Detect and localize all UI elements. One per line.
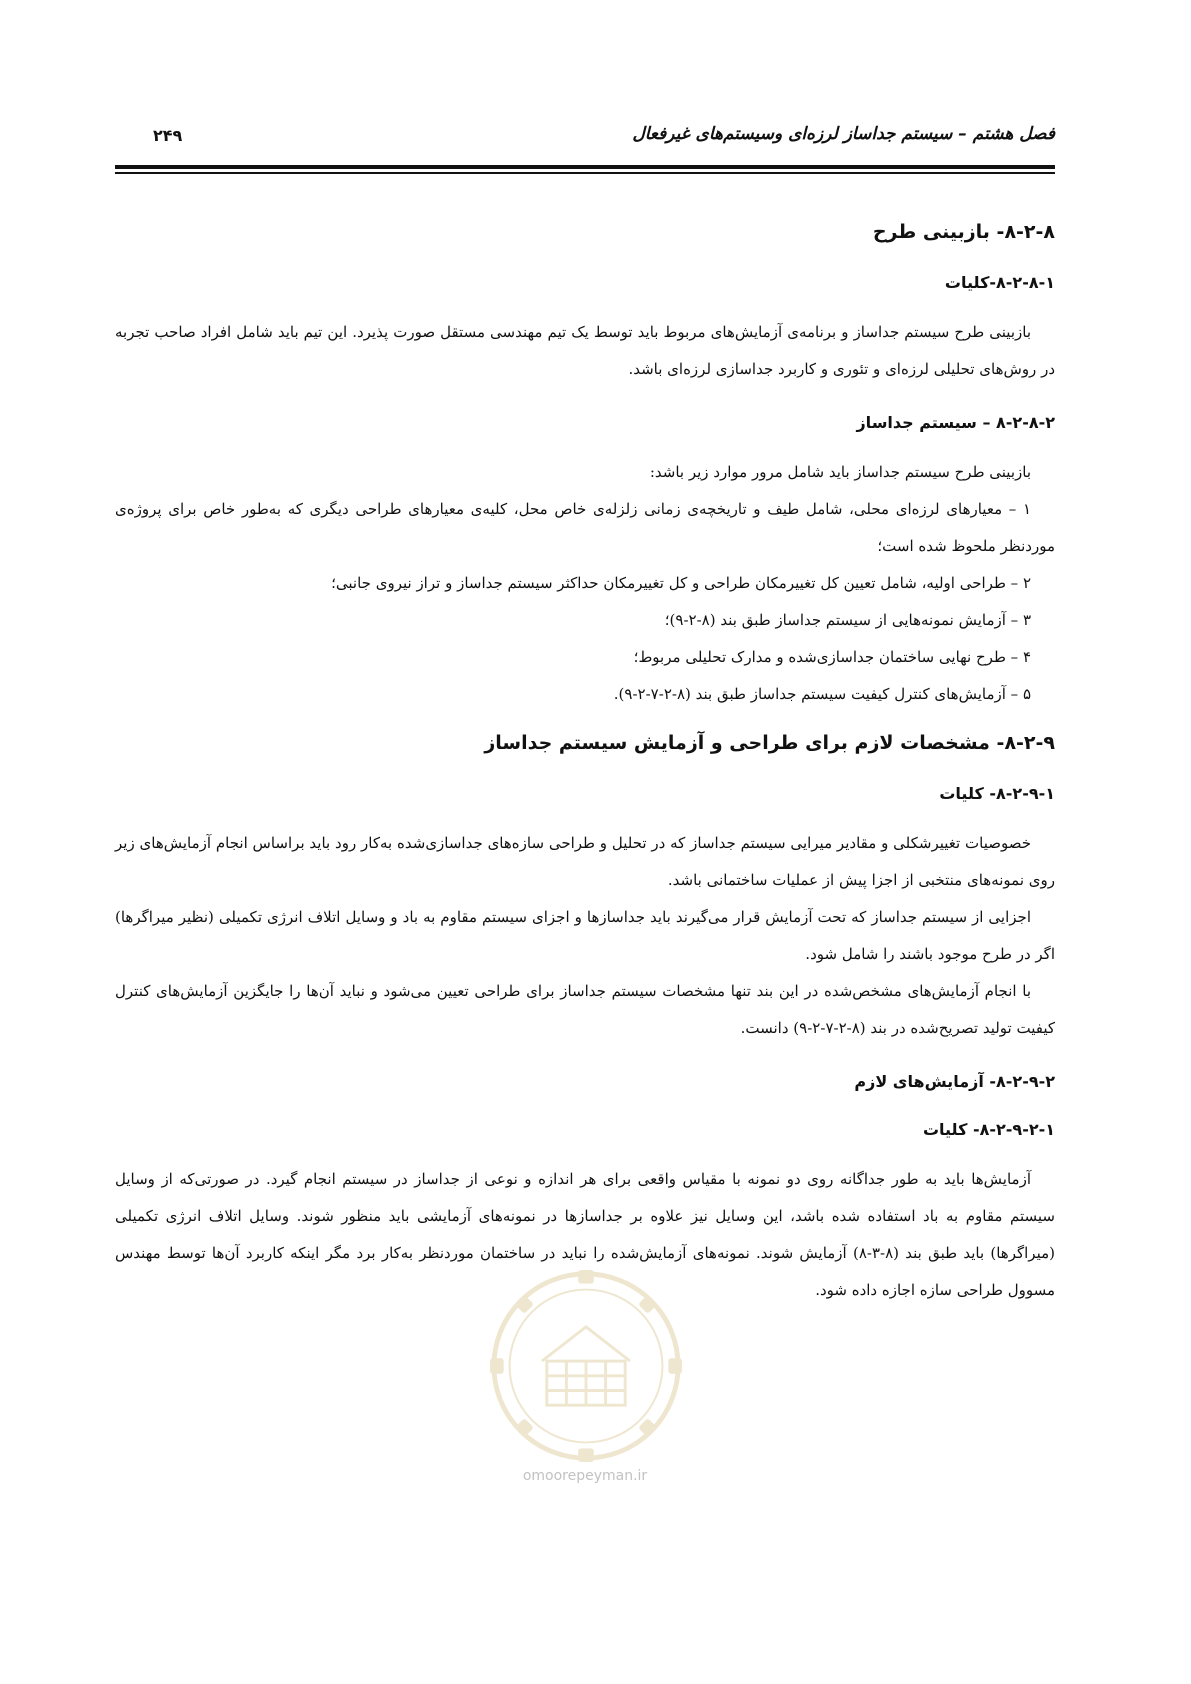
subsection-heading-isolation-system: ۸-۲-۸-۲ – سیستم جداساز bbox=[856, 413, 1055, 432]
subsection-heading-required-tests: ۸-۲-۹-۲- آزمایش‌های لازم bbox=[854, 1072, 1055, 1091]
chapter-title: فصل هشتم – سیستم جداساز لرزه‌ای وسیستم‌های غیرفعال bbox=[632, 124, 1055, 144]
section-heading-specifications: ۸-۲-۹- مشخصات لازم برای طراحی و آزمایش سیستم جداساز bbox=[484, 732, 1055, 754]
paragraph: بازبینی طرح سیستم جداساز باید شامل مرور موارد زیر باشد: bbox=[649, 463, 1031, 481]
list-item: ۵ – آزمایش‌های کنترل کیفیت سیستم جداساز طبق بند (۸-۲-۷-۲-۹). bbox=[613, 685, 1031, 703]
list-item: ۳ – آزمایش نمونه‌هایی از سیستم جداساز طبق بند (۸-۲-۹)؛ bbox=[664, 611, 1031, 629]
paragraph: آزمایش‌ها باید به طور جداگانه روی دو نمونه با مقیاس واقعی برای هر اندازه و نوعی از جداساز در سیستم انجام گیرد. در صورتی‌که از وسایل سیستم مقاوم به باد استفاده شده باشد، این وسایل نیز علاوه بر جداسازها در نمونه‌های آزمایشی باید منظور شوند. وسایل اتلاف انرژی تکمیلی (میراگرها) باید طبق بند (۸-۳-۸) آزمایش شوند. نمونه‌های آزمایش‌شده را نباید در ساختمان موردنظر به‌کار برد مگر اینکه کاربرد آن‌ها توسط مهندس مسوول طراحی سازه اجازه داده شود. bbox=[115, 1170, 1055, 1299]
list-item: ۴ – طرح نهایی ساختمان جداسازی‌شده و مدارک تحلیلی مربوط؛ bbox=[633, 648, 1031, 666]
page-number: ۲۴۹ bbox=[153, 126, 183, 145]
page-header bbox=[115, 124, 1055, 158]
paragraph: بازبینی طرح سیستم جداساز و برنامه‌ی آزمایش‌های مربوط باید توسط یک تیم مهندسی مستقل صورت پذیرد. این تیم باید شامل افراد صاحب تجربه در روش‌های تحلیلی لرزه‌ای و تئوری و کاربرد جداسازی لرزه‌ای باشد. bbox=[115, 323, 1055, 378]
subsection-heading-general: ۸-۲-۹-۱- کلیات bbox=[939, 784, 1055, 803]
paragraph: با انجام آزمایش‌های مشخص‌شده در این بند تنها مشخصات سیستم جداساز برای طراحی تعیین می‌شود و نباید آن‌ها را جایگزین آزمایش‌های کنترل کیفیت تولید تصریح‌شده در بند (۸-۲-۷-۲-۹) دانست. bbox=[115, 982, 1055, 1037]
watermark-url: omoorepeyman.ir bbox=[522, 1468, 648, 1484]
subsection-heading-general: ۸-۲-۹-۲-۱- کلیات bbox=[922, 1120, 1055, 1139]
paragraph: خصوصیات تغییرشکلی و مقادیر میرایی سیستم جداساز که در تحلیل و طراحی سازه‌های جداسازی‌شده به‌کار رود باید براساس انجام آزمایش‌های زیر روی نمونه‌های منتخبی از اجزا پیش از عملیات ساختمانی باشد. bbox=[115, 834, 1055, 889]
page-body bbox=[115, 212, 1055, 1309]
list-item: ۲ – طراحی اولیه، شامل تعیین کل تغییرمکان طراحی و کل تغییرمکان حداکثر سیستم جداساز و تراز نیروی جانبی؛ bbox=[331, 574, 1031, 592]
header-rule-thin bbox=[115, 172, 1055, 174]
list-item: ۱ – معیارهای لرزه‌ای محلی، شامل طیف و تاریخچه‌ی زمانی زلزله‌ی خاص محل، کلیه‌ی معیارهای طراحی دیگری که به‌طور خاص برای پروژه‌ی موردنظر ملحوظ شده است؛ bbox=[115, 500, 1055, 555]
section-heading-design-review: ۸-۲-۸- بازبینی طرح bbox=[872, 221, 1055, 243]
header-rule-thick bbox=[115, 165, 1055, 169]
subsection-heading-general: ۸-۲-۸-۱-کلیات bbox=[944, 273, 1055, 292]
paragraph: اجزایی از سیستم جداساز که تحت آزمایش قرار می‌گیرند باید جداسازها و اجزای سیستم مقاوم به باد و وسایل اتلاف انرژی تکمیلی (نظیر میراگرها) اگر در طرح موجود باشند را شامل شود. bbox=[115, 908, 1055, 963]
